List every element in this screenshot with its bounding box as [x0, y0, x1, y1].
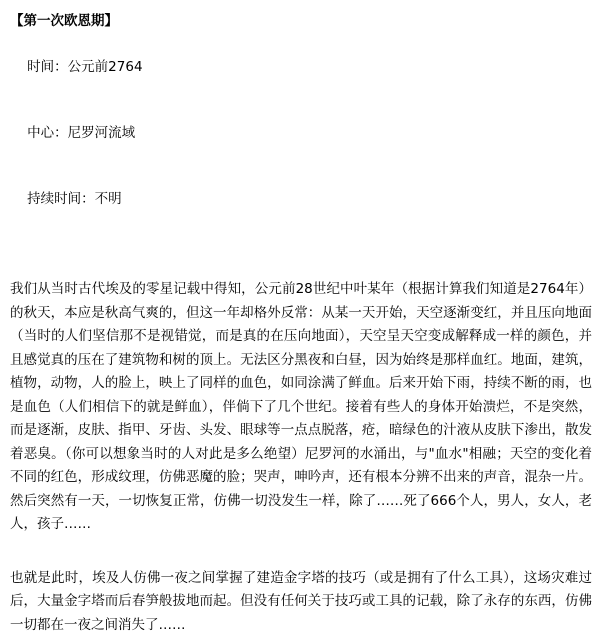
- meta-label-center: 中心：: [27, 125, 68, 141]
- meta-value-time: 公元前2764: [68, 59, 143, 75]
- section-spacer-top: [10, 232, 592, 278]
- meta-label-time: 时间：: [27, 59, 68, 75]
- page-title: 【第一次欧恩期】: [10, 10, 592, 32]
- meta-row-center: [10, 100, 592, 166]
- body-paragraph-1: 我们从当时古代埃及的零星记载中得知，公元前28世纪中叶某年（根据计算我们知道是2764年）的秋天，本应是秋高气爽的，但这一年却格外反常：从某一天开始，天空逐渐变红，并且压向地面（当时的人们坚信那不是视错觉，而是真的在压向地面），天空呈天空变成解释成一样的颜色，并且感觉真的压在了建筑物和树的顶上。无法区分黑夜和白昼，因为始终是那样血红。地面，建筑，植物，动物，人的脸上，映上了同样的血色，如同涂满了鲜血。后来开始下雨，持续不断的雨，也是血色（人们相信下的就是鲜血），伴倘下了几个世纪。接着有些人的身体开始溃烂，不是突然，而是逐渐，皮肤、指甲、牙齿、头发、眼球等一点点脱落，疮，暗绿色的汁液从皮肤下渗出，散发着恶臭。（你可以想象当时的人对此是多么绝望）尼罗河的水涌出，与"血水"相融；天空的变化着不同的红色，形成纹理，仿佛恶魔的脸；哭声，呻吟声，还有根本分辨不出来的声音，混杂一片。然后突然有一天，一切恢复正常，仿佛一切没发生一样，除了……死了666个人，男人，女人，老人，孩子……: [10, 278, 592, 537]
- meta-value-center: 尼罗河流域: [68, 125, 136, 141]
- meta-row-time: [10, 34, 592, 100]
- meta-label-duration: 持续时间：: [27, 191, 95, 207]
- section-spacer-mid: [10, 537, 592, 567]
- meta-row-duration: [10, 166, 592, 232]
- meta-value-duration: 不明: [95, 191, 122, 207]
- body-paragraph-2: 也就是此时，埃及人仿佛一夜之间掌握了建造金字塔的技巧（或是拥有了什么工具），这场灾难过后，大量金字塔而后春笋般拔地而起。但没有任何关于技巧或工具的记载，除了永存的东西，仿佛一切都在一夜之间消失了……: [10, 567, 592, 637]
